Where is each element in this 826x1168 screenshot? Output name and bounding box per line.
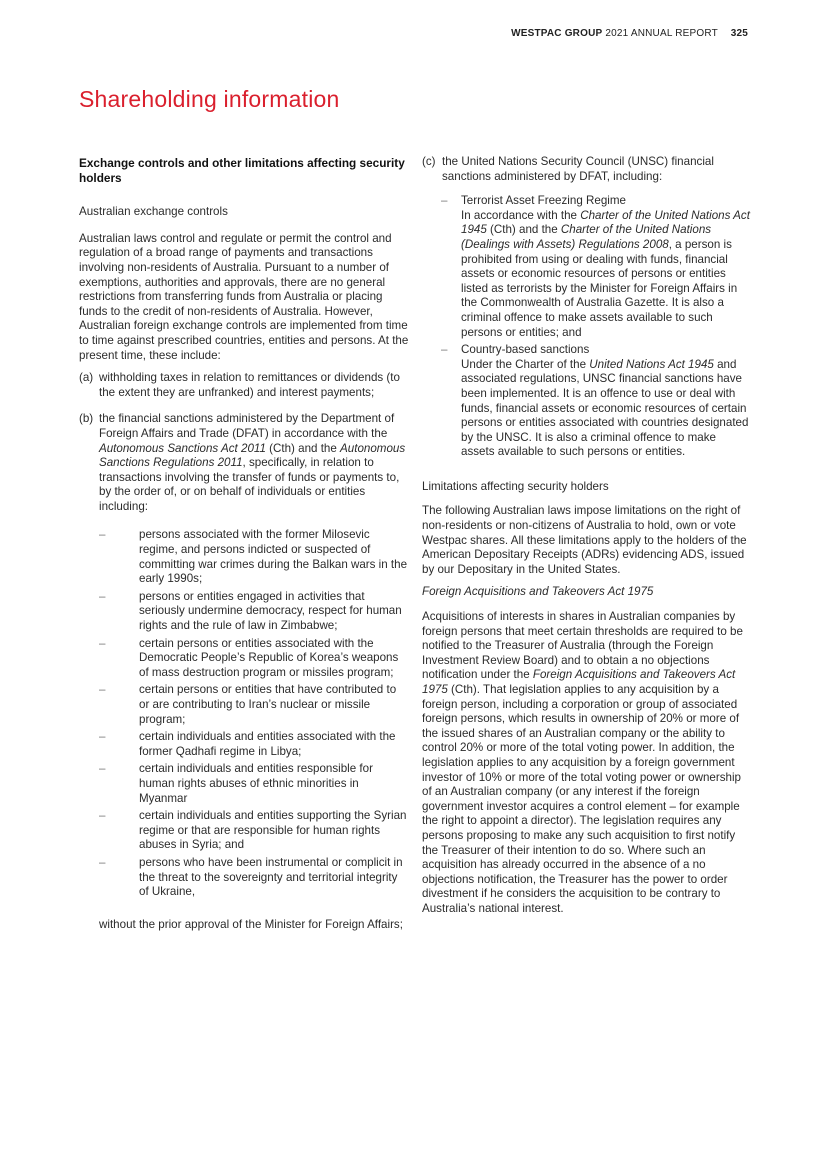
list-item-text xyxy=(461,194,752,340)
list-item-text: certain persons or entities associated with the Democratic People’s Republic of Korea’s weapons of mass destruction program or missiles program; xyxy=(139,636,399,679)
list-item-a xyxy=(79,371,409,400)
dash-bullet: – xyxy=(99,762,106,776)
list-item-text xyxy=(461,343,752,460)
list-item xyxy=(99,730,409,759)
list-item xyxy=(441,343,752,460)
subheading-limitations: Limitations affecting security holders xyxy=(422,479,609,493)
list-item-text: persons who have been instrumental or complicit in the threat to the sovereignty and territorial integrity of Ukraine, xyxy=(139,855,403,899)
closing-text: without the prior approval of the Minister for Foreign Affairs; xyxy=(99,917,403,931)
list-item xyxy=(99,762,409,806)
list-item-text: certain persons or entities that have contributed to or are contributing to Iran’s nuclear or missile program; xyxy=(139,683,397,726)
list-item xyxy=(99,637,409,681)
text-run: (Cth) and the xyxy=(265,441,341,455)
text-run: , specifically, in relation to transactions involving the transfer of funds or payments to, by the order of, or on behalf of individuals or entities including: xyxy=(99,456,400,513)
act-title: Autonomous Sanctions Act 2011 xyxy=(99,441,266,455)
unsc-sanctions-list xyxy=(422,194,752,460)
text-run: (Cth). That legislation applies to any acquisition by a foreign person, including a corporation or group of associated foreign persons, which results in ownership of 20% or more of the issued shares of an Australian company or the ability to control 20% or more of the total voting power. In addition, the legislation applies to any acquisition by a foreign government investor of 10% or more of the total voting power or ownership of an Australian company (or any interest if the foreign government investor acquires a control element – for example the right to appoint a director). The legislation requires any persons proposing to make any such acquisition to first notify the Treasurer of their intention to do so. Where such an acquisition has already occurred in the absence of a no objections notification, the Treasurer has the power to order divestment if he considers the acquisition to be contrary to Australia’s national interest. xyxy=(422,683,741,915)
header-brand: WESTPAC GROUP xyxy=(511,28,603,39)
text-run: , a person is prohibited from using or dealing with funds, financial assets or economic resources of persons or entities listed as terrorists by the Minister for Foreign Affairs in the Commonwealth of Australia Gazette. It is also a criminal offence to make assets available to such persons or entities; and xyxy=(461,237,738,339)
text-run: the financial sanctions administered by the Department of Foreign Affairs and Trade (DFAT) in accordance with the xyxy=(99,412,395,440)
act-title: Foreign Acquisitions and Takeovers Act 1975 xyxy=(422,668,736,696)
subheading-exchange-controls: Australian exchange controls xyxy=(79,205,228,219)
text-run: Under the Charter of the xyxy=(461,357,590,371)
list-item-b xyxy=(79,412,409,514)
text-run: and associated regulations, UNSC financial sanctions have been implemented. It is an offence to use or deal with funds, financial assets or economic resources of certain persons or entities associated with countries designated by the UNSC. It is also a criminal offence to make assets available to such persons or entities. xyxy=(461,357,749,459)
regulation-title: Autonomous Sanctions Regulations 2011 xyxy=(99,441,406,470)
item-text xyxy=(99,412,409,514)
dash-bullet: – xyxy=(99,730,106,744)
section-heading: Exchange controls and other limitations affecting security holders xyxy=(79,156,405,185)
dash-bullet: – xyxy=(99,636,106,650)
list-item xyxy=(441,194,752,340)
dash-bullet: – xyxy=(99,809,106,823)
running-header xyxy=(511,28,748,39)
list-item-c xyxy=(422,155,752,184)
dash-bullet: – xyxy=(99,528,106,542)
list-item-text: certain individuals and entities associated with the former Qadhafi regime in Libya; xyxy=(139,730,396,758)
dash-bullet: – xyxy=(99,855,106,869)
act-title: United Nations Act 1945 xyxy=(589,357,714,371)
list-item xyxy=(99,528,409,586)
list-item-text: certain individuals and entities responsible for human rights abuses of ethnic minorities in Myanmar xyxy=(139,762,373,805)
sanctions-list xyxy=(79,528,409,899)
header-report: 2021 ANNUAL REPORT xyxy=(605,28,718,39)
right-column xyxy=(422,155,752,917)
list-item xyxy=(99,590,409,634)
dash-bullet: – xyxy=(441,194,448,208)
list-item-text: certain individuals and entities supporting the Syrian regime or that are responsible for human rights abuses in Syria; and xyxy=(139,809,407,852)
text-run: Acquisitions of interests in shares in Australian companies by foreign persons that meet certain thresholds are required to be notified to the Treasurer of Australia (through the Foreign Investment Review Board) and to obtain a no objections notification under the xyxy=(422,610,743,682)
item-text: the United Nations Security Council (UNSC) financial sanctions administered by DFAT, including: xyxy=(442,155,714,183)
limitations-paragraph: The following Australian laws impose limitations on the right of non-residents or non-citizens of Australia to hold, own or vote Westpac shares. All these limitations apply to the holders of the American Depositary Receipts (ADRs) evidencing ADS, issued by our Depositary in the United States. xyxy=(422,504,747,576)
act-title: Charter of the United Nations Act 1945 xyxy=(461,208,750,237)
text-run: (Cth) and the xyxy=(486,223,561,237)
list-item xyxy=(99,809,409,853)
act-heading xyxy=(422,585,752,600)
item-label: (b) xyxy=(79,412,94,426)
item-text: withholding taxes in relation to remittances or dividends (to the extent they are unfranked) and interest payments; xyxy=(99,371,400,399)
item-label: (a) xyxy=(79,371,94,385)
dash-bullet: – xyxy=(441,343,448,357)
list-item xyxy=(99,683,409,727)
dash-bullet: – xyxy=(99,683,106,697)
dash-bullet: – xyxy=(99,589,106,603)
text-run: In accordance with the xyxy=(461,208,581,222)
country-sanctions-title: Country-based sanctions xyxy=(461,343,590,357)
list-item-text: persons associated with the former Milosevic regime, and persons indicted or suspected of committing war crimes during the Balkan wars in the early 1990s; xyxy=(139,528,408,586)
list-item-text: persons or entities engaged in activities that seriously undermine democracy, respect for human rights and the rule of law in Zimbabwe; xyxy=(139,589,402,633)
item-label: (c) xyxy=(422,155,436,168)
terror-regime-title: Terrorist Asset Freezing Regime xyxy=(461,194,626,208)
page-number: 325 xyxy=(730,28,748,39)
left-column xyxy=(79,156,409,932)
list-item xyxy=(99,856,409,900)
act-paragraph xyxy=(422,610,752,916)
page-title: Shareholding information xyxy=(79,86,340,112)
act-heading-text: Foreign Acquisitions and Takeovers Act 1975 xyxy=(422,585,654,599)
regulation-title: Charter of the United Nations (Dealings with Assets) Regulations 2008 xyxy=(461,223,712,251)
intro-paragraph: Australian laws control and regulate or permit the control and regulation of a broad range of payments and transactions involving non-residents of Australia. Pursuant to a number of exemptions, authorities and approvals, there are no general restrictions from transferring funds from Australia or placing funds to the credit of non-residents of Australia. However, Australian foreign exchange controls are implemented from time to time against prescribed countries, entities and persons. At the present time, these include: xyxy=(79,231,409,362)
